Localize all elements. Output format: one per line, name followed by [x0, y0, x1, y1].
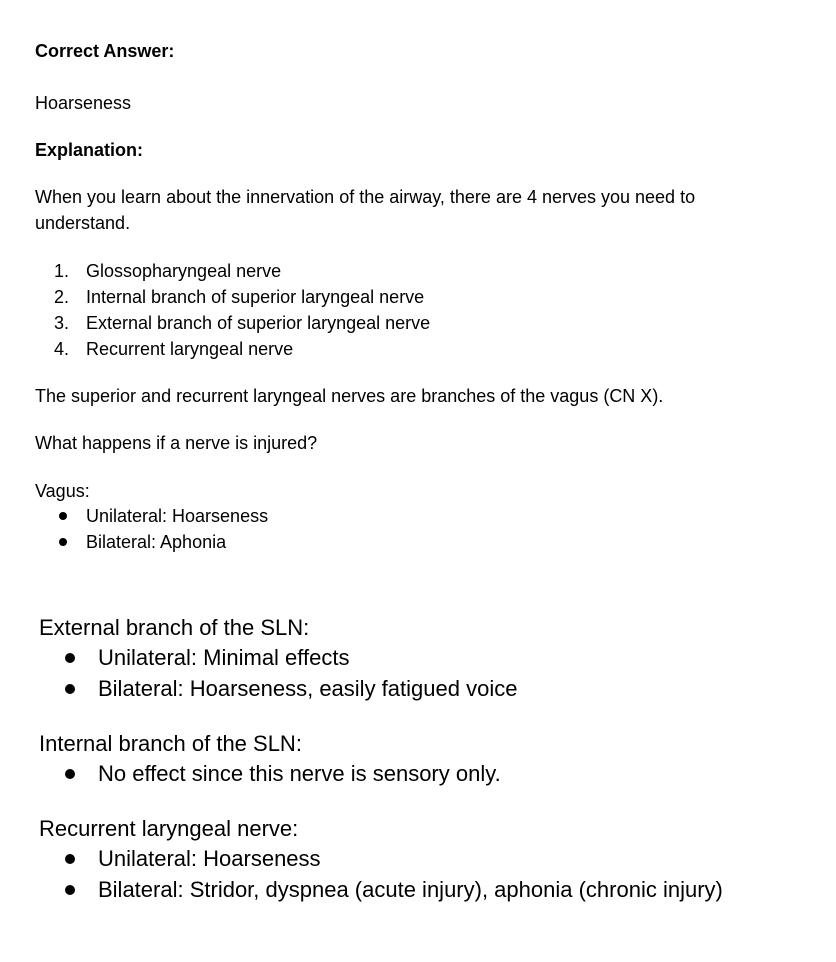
bullet-icon: [65, 885, 75, 895]
list-item-number: 4.: [54, 339, 70, 359]
bullet-icon: [65, 684, 75, 694]
list-item: Unilateral: Minimal effects: [98, 645, 350, 670]
list-item-number: 2.: [54, 287, 70, 307]
list-item: External branch of superior laryngeal nerve: [86, 313, 431, 333]
bullet-icon: [59, 512, 67, 520]
injury-question: What happens if a nerve is injured?: [35, 433, 318, 453]
list-item: Glossopharyngeal nerve: [86, 261, 282, 281]
bullet-icon: [65, 769, 75, 779]
bullet-icon: [65, 854, 75, 864]
list-item-number: 1.: [54, 261, 70, 281]
list-item: Unilateral: Hoarseness: [86, 506, 269, 526]
list-item: Bilateral: Stridor, dyspnea (acute injury), aphonia (chronic injury): [98, 877, 723, 902]
vagus-label: Vagus:: [35, 481, 90, 501]
list-item: Bilateral: Aphonia: [86, 532, 227, 552]
explanation-heading: Explanation:: [35, 140, 144, 160]
list-item: Recurrent laryngeal nerve: [86, 339, 294, 359]
list-item: Internal branch of superior laryngeal nerve: [86, 287, 425, 307]
external-sln-label: External branch of the SLN:: [39, 615, 310, 640]
correct-answer-value: Hoarseness: [35, 93, 132, 113]
internal-sln-label: Internal branch of the SLN:: [39, 731, 302, 756]
list-item-number: 3.: [54, 313, 70, 333]
correct-answer-heading: Correct Answer:: [35, 41, 175, 61]
recurrent-nerve-label: Recurrent laryngeal nerve:: [39, 816, 299, 841]
bullet-icon: [59, 538, 67, 546]
vagus-note: The superior and recurrent laryngeal nerves are branches of the vagus (CN X).: [35, 386, 664, 406]
list-item: Bilateral: Hoarseness, easily fatigued voice: [98, 676, 518, 701]
list-item: No effect since this nerve is sensory only.: [98, 761, 501, 786]
explanation-intro: When you learn about the innervation of the airway, there are 4 nerves you need to understand.: [35, 187, 696, 233]
list-item: Unilateral: Hoarseness: [98, 846, 321, 871]
bullet-icon: [65, 653, 75, 663]
